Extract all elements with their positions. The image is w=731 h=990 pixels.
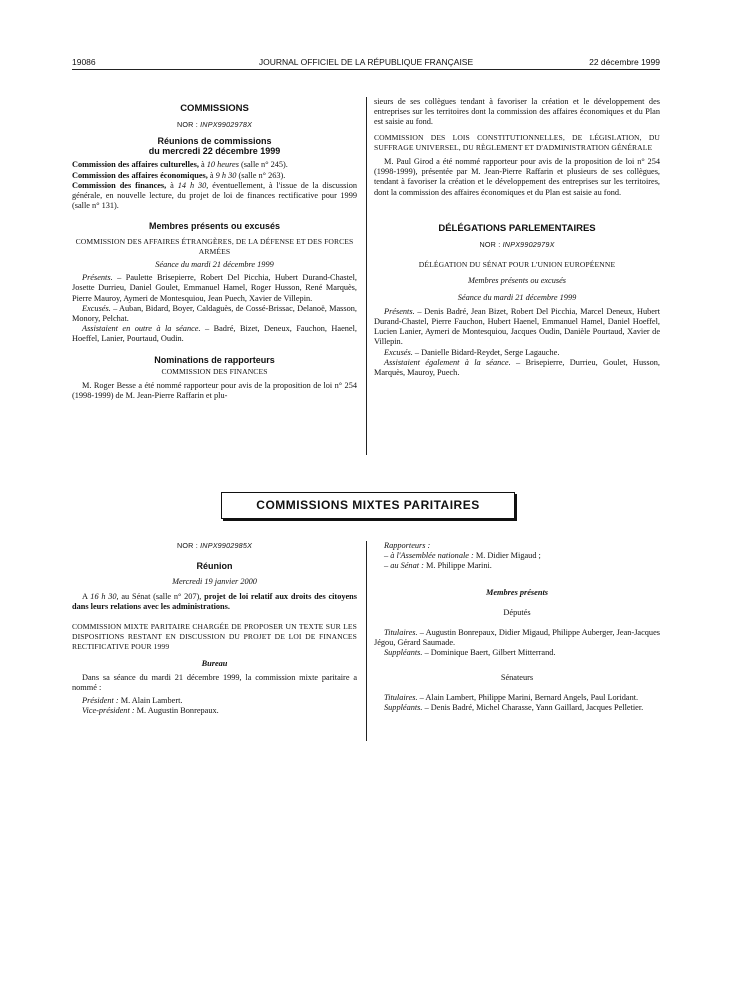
rapporteurs-label: Rapporteurs :	[384, 541, 431, 550]
rapporteur-senat: – au Sénat : M. Philippe Marini.	[384, 561, 492, 571]
reunion-paragraph: A 16 h 30, au Sénat (salle n° 207), projet de loi relatif aux droits des citoyens dans leurs relations avec les administrations.	[72, 591, 358, 611]
bureau-heading: Bureau	[201, 658, 228, 668]
issue-date: 22 décembre 1999	[589, 57, 660, 67]
commission-name: COMMISSION DES LOIS CONSTITUTIONNELLES, DE LÉGISLATION, DU SUFFRAGE UNIVERSEL, DU RÈGLEMENT ET D'ADMINISTRATION GÉNÉRALE	[374, 132, 660, 152]
nor-reference: NOR : INPX9902985X	[176, 541, 253, 550]
cmp-commission-name: COMMISSION MIXTE PARITAIRE CHARGÉE DE PROPOSER UN TEXTE SUR LES DISPOSITIONS RESTANT EN DISCUSSION DU PROJET DE LOI DE FINANCES RECTIFICATIVE POUR 1999	[72, 622, 357, 652]
membres-heading: Membres présents ou excusés	[467, 276, 567, 286]
nor-reference: NOR : INPX9902978X	[176, 120, 253, 130]
reunion-item: Commission des affaires économiques, à 9 h 30 (salle n° 263).	[72, 170, 286, 180]
cmp-left-column	[72, 541, 357, 717]
section-title-delegations: DÉLÉGATIONS PARLEMENTAIRES	[438, 222, 596, 234]
cmp-section-title: COMMISSIONS MIXTES PARITAIRES	[256, 498, 480, 513]
vice-president-line: Vice-président : M. Augustin Bonrepaux.	[82, 706, 219, 716]
cmp-right-column	[374, 541, 660, 713]
commissions-column	[72, 104, 357, 401]
nomination-paragraph: M. Paul Girod a été nommé rapporteur pour avis de la proposition de loi n° 254 (1998-1999), présentée par M. Jean-Pierre Raffarin et plusieurs de ses collègues, tendant à favoriser la création et le développement des entreprises sur les territoires, dont la commission des affaires économiques et du Plan est saisie au fond.	[374, 157, 660, 197]
senateurs-suppleants: Suppléants. – Denis Badré, Michel Charasse, Yann Gaillard, Jacques Pelletier.	[384, 703, 644, 713]
membres-heading: Membres présents ou excusés	[148, 221, 281, 232]
nomination-continuation: sieurs de ses collègues tendant à favoriser la création et le développement des entreprises sur les territoires dont la commission des affaires économiques et du Plan est saisie au fond.	[374, 97, 660, 127]
excuses-paragraph: Excusés. – Danielle Bidard-Reydet, Serge Lagauche.	[384, 347, 560, 357]
deputes-titulaires: Titulaires. – Augustin Bonrepaux, Didier Migaud, Philippe Auberger, Jean-Jacques Jégou, Gérard Saumade.	[374, 628, 660, 648]
deputes-suppleants: Suppléants. – Dominique Baert, Gilbert Mitterrand.	[384, 648, 556, 658]
deputes-heading: Députés	[503, 607, 531, 617]
seance-date: Séance du mardi 21 décembre 1999	[155, 260, 274, 270]
bureau-paragraph: Dans sa séance du mardi 21 décembre 1999, la commission mixte paritaire a nommé :	[72, 672, 357, 693]
senateurs-titulaires: Titulaires. – Alain Lambert, Philippe Marini, Bernard Angels, Paul Loridant.	[384, 692, 639, 702]
membres-heading: Membres présents	[486, 587, 548, 597]
nomination-paragraph: M. Roger Besse a été nommé rapporteur pour avis de la proposition de loi n° 254 (1998-1999) de M. Jean-Pierre Raffarin et plu-	[72, 381, 357, 401]
nominations-heading: Nominations de rapporteurs	[154, 354, 275, 365]
commission-name: COMMISSION DES FINANCES	[161, 366, 268, 376]
reunion-item: Commission des affaires culturelles, à 10 heures (salle n° 245).	[72, 160, 288, 170]
presents-paragraph: Présents. – Paulette Brisepierre, Robert Del Picchia, Hubert Durand-Chastel, Josette Durrieu, Daniel Goulet, Emmanuel Hamel, Roger Husson, René Marquès, Pierre Mauroy, Aymeri de Montesquiou, Jean Puech, Xavier de Villepin.	[72, 273, 357, 303]
reunion-date: Mercredi 19 janvier 2000	[172, 577, 257, 587]
nor-reference: NOR : INPX9902979X	[479, 240, 555, 250]
right-top-column	[374, 97, 660, 378]
reunion-item: Commission des finances, à 14 h 30, éventuellement, à l'issue de la discussion générale, en nouvelle lecture, du projet de loi de finances rectificative pour 1999 (salle n° 131).	[72, 180, 358, 211]
rapporteur-an: – à l'Assemblée nationale : M. Didier Migaud ;	[384, 551, 541, 561]
page-number: 19086	[72, 57, 96, 67]
cmp-section-title-box	[221, 492, 515, 519]
commission-name: COMMISSION DES AFFAIRES ÉTRANGÈRES, DE LA DÉFENSE ET DES FORCES ARMÉES	[75, 236, 354, 256]
header-rule	[72, 69, 660, 70]
excuses-paragraph: Excusés. – Auban, Bidard, Boyer, Caldaguès, de Cossé-Brissac, Delanoë, Masson, Monory, Pelchat.	[72, 303, 357, 324]
top-column-divider	[366, 97, 367, 455]
president-line: Président : M. Alain Lambert.	[82, 696, 183, 706]
assistaient-paragraph: Assistaient en outre à la séance. – Badré, Bizet, Deneux, Fauchon, Haenel, Hoeffel, Lanier, Pourtaud, Oudin.	[72, 324, 357, 344]
bottom-column-divider	[366, 541, 367, 741]
journal-title: JOURNAL OFFICIEL DE LA RÉPUBLIQUE FRANÇAISE	[258, 57, 474, 67]
reunions-heading: Réunions de commissions du mercredi 22 décembre 1999	[148, 136, 281, 157]
presents-paragraph: Présents. – Denis Badré, Jean Bizet, Robert Del Picchia, Marcel Deneux, Hubert Durand-Chastel, Pierre Fauchon, Hubert Haenel, Emmanuel Hamel, Daniel Hoeffel, Lucien Lanier, Aymeri de Montesquiou, Jacques Oudin, Danièle Pourtaud, Xavier de Villepin.	[374, 306, 660, 347]
seance-date: Séance du mardi 21 décembre 1999	[457, 292, 577, 302]
page-header	[72, 57, 660, 69]
delegation-name: DÉLÉGATION DU SÉNAT POUR L'UNION EUROPÉENNE	[418, 260, 616, 270]
reunion-heading: Réunion	[196, 561, 233, 572]
section-title-commissions: COMMISSIONS	[180, 103, 249, 114]
senateurs-heading: Sénateurs	[500, 672, 534, 682]
assistaient-paragraph: Assistaient également à la séance. – Brisepierre, Durrieu, Goulet, Husson, Marquès, Mauroy, Puech.	[374, 357, 660, 378]
